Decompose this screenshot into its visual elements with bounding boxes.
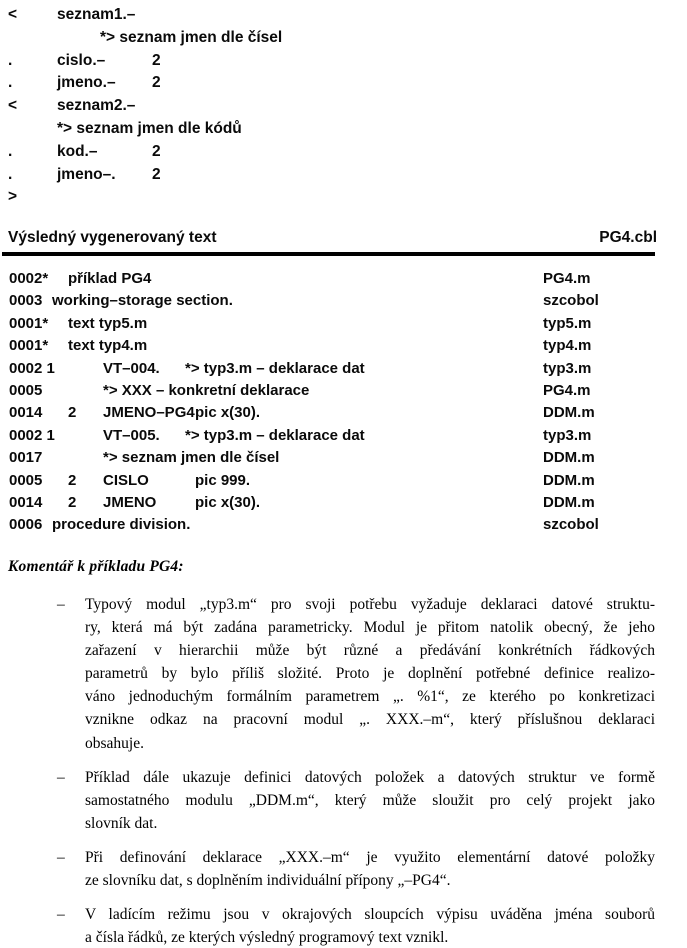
text-line: samostatného modulu „DDM.m“, který může sloužit pro celý projekt jako — [85, 791, 655, 809]
pic-clause: pic x(30). — [195, 493, 261, 511]
code-line — [0, 382, 687, 404]
commentary-section — [8, 558, 657, 948]
source-file: typ4.m — [543, 337, 592, 355]
item-name: seznam2.– — [57, 97, 136, 115]
bullet-marker: – — [57, 768, 65, 786]
source-file: typ3.m — [543, 359, 592, 377]
code-line — [0, 494, 687, 516]
listing-line — [0, 74, 687, 97]
item-value: 2 — [152, 142, 161, 160]
data-item-name: JMENO–PG4 — [103, 404, 195, 422]
source-file: PG4.m — [543, 381, 591, 399]
line-number: 0003 — [9, 292, 43, 310]
text-line: ry, která má být zadána parametricky. Modul je přitom natolik obecný, že jeho — [85, 619, 655, 637]
item-name: seznam1.– — [57, 6, 136, 23]
text-line: Příklad dále ukazuje definici datových položek a datových struktur ve formě — [85, 768, 655, 786]
code-line — [0, 360, 687, 382]
code-line — [0, 404, 687, 426]
listing-line — [0, 52, 687, 75]
code-listing — [0, 270, 687, 539]
bullet-marker: – — [57, 848, 65, 866]
code-line — [0, 292, 687, 314]
line-number: 0001* — [9, 337, 49, 355]
code-text: VT–004. — [103, 359, 160, 377]
line-number: 0001* — [9, 314, 49, 332]
code-comment: *> XXX – konkretní deklarace — [103, 381, 310, 399]
item-value: 2 — [152, 51, 161, 69]
level-number: 2 — [68, 493, 77, 511]
line-number: 0014 — [9, 404, 43, 422]
code-comment: *> typ3.m – deklarace dat — [185, 426, 365, 444]
text-line: Při definování deklarace „XXX.–m“ je využito elementární datové položky — [85, 848, 655, 866]
line-number: 0005 — [9, 381, 43, 399]
code-text: příklad PG4 — [68, 270, 152, 287]
code-comment: *> seznam jmen dle čísel — [103, 449, 280, 467]
code-comment: *> typ3.m – deklarace dat — [185, 359, 365, 377]
text-line: slovník dat. — [85, 814, 158, 832]
bracket-symbol: < — [8, 97, 18, 115]
item-value: 2 — [152, 165, 161, 183]
source-file: typ3.m — [543, 426, 592, 444]
bracket-symbol: . — [8, 51, 13, 69]
listing-line — [0, 29, 687, 52]
code-text: VT–005. — [103, 426, 160, 444]
source-file: typ5.m — [543, 314, 592, 332]
source-file: szcobol — [543, 516, 599, 534]
line-number: 0006 — [9, 516, 43, 534]
pic-clause: pic x(30). — [195, 404, 261, 422]
listing-line — [0, 166, 687, 189]
file-label: PG4.cbl — [599, 229, 657, 246]
source-file: PG4.m — [543, 270, 591, 287]
source-file: DDM.m — [543, 449, 595, 467]
text-line: obsahuje. — [85, 734, 144, 752]
pic-clause: pic 999. — [195, 471, 251, 489]
code-text: text typ4.m — [68, 337, 148, 355]
listing-line — [0, 120, 687, 143]
level-number: 2 — [68, 471, 77, 489]
structure-listing — [0, 6, 687, 211]
bracket-symbol: > — [8, 188, 18, 206]
bullet-marker: – — [57, 906, 65, 924]
bracket-symbol: < — [8, 6, 18, 23]
text-line: zařazení v hierarchii může být různé a předávání konkrétních řádkových — [85, 642, 655, 660]
data-item-name: CISLO — [103, 471, 149, 489]
item-name: kod.– — [57, 142, 98, 160]
code-text: procedure division. — [52, 516, 191, 534]
bullet-item — [57, 903, 655, 948]
item-value: 2 — [152, 74, 161, 92]
data-item-name: JMENO — [103, 493, 157, 511]
code-line — [0, 427, 687, 449]
code-line — [0, 337, 687, 359]
listing-line — [0, 143, 687, 166]
code-line — [0, 270, 687, 292]
listing-line — [0, 188, 687, 211]
source-file: DDM.m — [543, 404, 595, 422]
comment-text: *> seznam jmen dle kódů — [57, 119, 242, 137]
text-line: Typový modul „typ3.m“ pro svoji potřebu vyžaduje deklaraci datové struktu- — [85, 596, 655, 613]
line-number: 0002 1 — [9, 359, 55, 377]
item-name: jmeno.– — [57, 74, 116, 92]
text-line: ze slovníku dat, s doplněním individuální přípony „–PG4“. — [85, 872, 451, 890]
text-line: a čísla řádků, ze kterých výsledný programový text vznikl. — [85, 929, 449, 947]
text-line: vznikne odkaz na pracovní modul „. XXX.–m“, který příslušnou deklaraci — [85, 711, 655, 729]
section-title: Výsledný vygenerovaný text — [8, 229, 217, 246]
bracket-symbol: . — [8, 142, 13, 160]
code-line — [0, 472, 687, 494]
bullet-item — [57, 593, 655, 755]
listing-line — [0, 6, 687, 29]
bullet-marker: – — [57, 596, 65, 613]
text-line: V ladícím režimu jsou v okrajových sloupcích výpisu uváděna jména souborů — [85, 906, 655, 924]
item-name: cislo.– — [57, 51, 106, 69]
listing-line — [0, 97, 687, 120]
text-line: parametrů by bylo příliš složité. Proto je doplnění potřebné definice realizo- — [85, 665, 655, 683]
item-name: jmeno–. — [57, 165, 116, 183]
level-number: 2 — [68, 404, 77, 422]
code-text: text typ5.m — [68, 314, 148, 332]
line-number: 0014 — [9, 493, 43, 511]
code-text: working–storage section. — [52, 292, 233, 310]
code-line — [0, 516, 687, 538]
bullet-item — [57, 846, 655, 892]
source-file: DDM.m — [543, 493, 595, 511]
bullet-item — [57, 766, 655, 835]
text-line: váno jednoduchým formálním parametrem „. %1“, ze kterého po konkretizaci — [85, 688, 655, 706]
source-file: szcobol — [543, 292, 599, 310]
line-number: 0005 — [9, 471, 43, 489]
source-file: DDM.m — [543, 471, 595, 489]
bracket-symbol: . — [8, 165, 13, 183]
line-number: 0002 1 — [9, 426, 55, 444]
comment-text: *> seznam jmen dle čísel — [100, 28, 283, 46]
code-line — [0, 315, 687, 337]
code-line — [0, 449, 687, 471]
line-number: 0017 — [9, 449, 43, 467]
commentary-heading: Komentář k příkladu PG4: — [8, 558, 184, 575]
bracket-symbol: . — [8, 74, 13, 92]
horizontal-rule — [2, 252, 655, 256]
line-number: 0002* — [9, 270, 49, 287]
section-header — [8, 229, 657, 247]
